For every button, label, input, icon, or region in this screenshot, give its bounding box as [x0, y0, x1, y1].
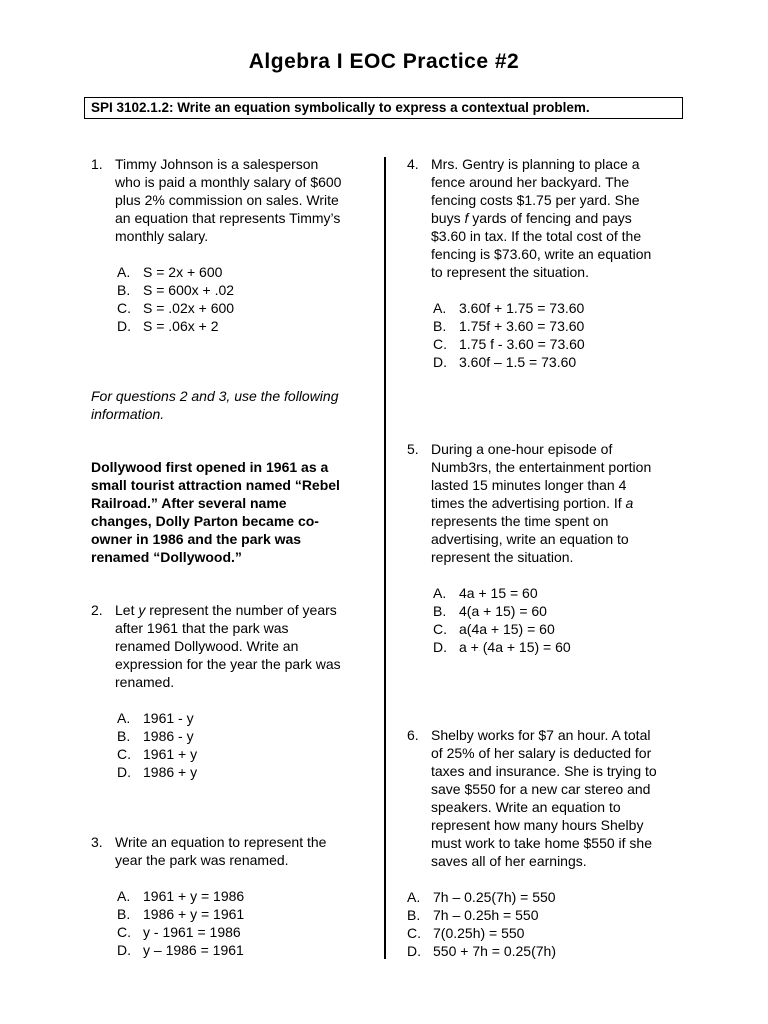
question-4	[407, 155, 697, 371]
dollywood-info: Dollywood first opened in 1961 as a small tourist attraction named “Rebel Railroad.” After several name changes, Dolly Parton became co- owner in 1986 and the park was renamed “Dollywood.”	[91, 459, 340, 565]
choice-b[interactable]: B. 1.75f + 3.60 = 73.60	[433, 318, 585, 334]
stem-line: Timmy Johnson is a salesperson	[115, 156, 319, 172]
choice-c[interactable]: C. y - 1961 = 1986	[117, 924, 241, 940]
choice-c[interactable]: C. 1.75 f - 3.60 = 73.60	[433, 336, 585, 352]
stem-line: must work to take home $550 if she	[431, 835, 652, 851]
stem-line: fence around her backyard. The	[431, 174, 630, 190]
choice-b[interactable]: B. 1986 - y	[117, 728, 194, 744]
choice-b[interactable]: B. 1986 + y = 1961	[117, 906, 245, 922]
stem-line: renamed.	[115, 674, 175, 690]
stem-line: renamed Dollywood. Write an	[115, 638, 299, 654]
answer-choices	[91, 887, 371, 959]
stem-line: speakers. Write an equation to	[431, 799, 621, 815]
question-2	[91, 601, 371, 781]
choice-a[interactable]: A. S = 2x + 600	[117, 264, 223, 280]
stem-line: fencing is $73.60, write an equation	[431, 246, 652, 262]
stem-line: of 25% of her salary is deducted for	[431, 745, 652, 761]
question-stem	[431, 155, 697, 281]
stem-line: an equation that represents Timmy’s	[115, 210, 341, 226]
choice-b[interactable]: B. S = 600x + .02	[117, 282, 235, 298]
stem-line: $3.60 in tax. If the total cost of the	[431, 228, 642, 244]
stem-line: taxes and insurance. She is trying to	[431, 763, 657, 779]
stem-line: fencing costs $1.75 per yard. She	[431, 192, 640, 208]
choice-c[interactable]: C. S = .02x + 600	[117, 300, 235, 316]
question-stem	[431, 440, 697, 566]
answer-choices	[407, 888, 697, 960]
question-stem	[115, 601, 371, 691]
stem-line: lasted 15 minutes longer than 4	[431, 477, 627, 493]
stem-line: Write an equation to represent the	[115, 834, 327, 850]
stem-line: who is paid a monthly salary of $600	[115, 174, 342, 190]
choice-a[interactable]: A. 4a + 15 = 60	[433, 585, 538, 601]
question-5	[407, 440, 697, 656]
stem-line: after 1961 that the park was	[115, 620, 289, 636]
answer-choices	[407, 299, 697, 371]
stem-line: year the park was renamed.	[115, 852, 289, 868]
stem-line: represents the time spent on	[431, 513, 609, 529]
question-stem	[431, 726, 697, 870]
stem-line: saves all of her earnings.	[431, 853, 587, 869]
question-6	[407, 726, 697, 960]
choice-d[interactable]: D. 1986 + y	[117, 764, 198, 780]
choice-a[interactable]: A. 1961 - y	[117, 710, 194, 726]
stem-line: Numb3rs, the entertainment portion	[431, 459, 652, 475]
stem-line: times the advertising portion. If a	[431, 495, 634, 511]
choice-c[interactable]: C. a(4a + 15) = 60	[433, 621, 555, 637]
question-3	[91, 833, 371, 959]
choice-a[interactable]: A. 3.60f + 1.75 = 73.60	[433, 300, 585, 316]
choice-a[interactable]: A. 1961 + y = 1986	[117, 888, 245, 904]
stem-line: Mrs. Gentry is planning to place a	[431, 156, 640, 172]
choice-d[interactable]: D. y – 1986 = 1961	[117, 942, 244, 958]
stem-line: Let y represent the number of years	[115, 602, 337, 618]
stem-line: represent the situation.	[431, 549, 574, 565]
choice-d[interactable]: D. 550 + 7h = 0.25(7h)	[407, 943, 556, 959]
question-number: 4.	[407, 156, 419, 172]
question-number: 3.	[91, 834, 103, 850]
stem-line: plus 2% commission on sales. Write	[115, 192, 339, 208]
answer-choices	[407, 584, 697, 656]
choice-d[interactable]: D. S = .06x + 2	[117, 318, 219, 334]
choice-c[interactable]: C. 1961 + y	[117, 746, 198, 762]
choice-a[interactable]: A. 7h – 0.25(7h) = 550	[407, 889, 556, 905]
question-stem	[115, 155, 371, 245]
stem-line: represent how many hours Shelby	[431, 817, 644, 833]
answer-choices	[91, 709, 371, 781]
question-number: 2.	[91, 602, 103, 618]
stem-line: expression for the year the park was	[115, 656, 341, 672]
stem-line: save $550 for a new car stereo and	[431, 781, 651, 797]
column-divider	[384, 157, 386, 959]
choice-d[interactable]: D. a + (4a + 15) = 60	[433, 639, 571, 655]
answer-choices	[91, 263, 371, 335]
stem-line: During a one-hour episode of	[431, 441, 613, 457]
question-number: 6.	[407, 727, 419, 743]
standard-box: SPI 3102.1.2: Write an equation symbolically to express a contextual problem.	[84, 97, 683, 119]
page-title: Algebra I EOC Practice #2	[248, 50, 520, 73]
question-number: 1.	[91, 156, 103, 172]
stem-line: Shelby works for $7 an hour. A total	[431, 727, 651, 743]
choice-b[interactable]: B. 7h – 0.25h = 550	[407, 907, 539, 923]
stem-line: monthly salary.	[115, 228, 209, 244]
stem-line: to represent the situation.	[431, 264, 589, 280]
choice-c[interactable]: C. 7(0.25h) = 550	[407, 925, 525, 941]
stem-line: buys f yards of fencing and pays	[431, 210, 632, 226]
choice-b[interactable]: B. 4(a + 15) = 60	[433, 603, 547, 619]
question-number: 5.	[407, 441, 419, 457]
choice-d[interactable]: D. 3.60f – 1.5 = 73.60	[433, 354, 577, 370]
question-1	[91, 155, 371, 335]
stem-line: advertising, write an equation to	[431, 531, 629, 547]
question-stem	[115, 833, 371, 869]
shared-info-note: For questions 2 and 3, use the following information.	[91, 388, 339, 422]
